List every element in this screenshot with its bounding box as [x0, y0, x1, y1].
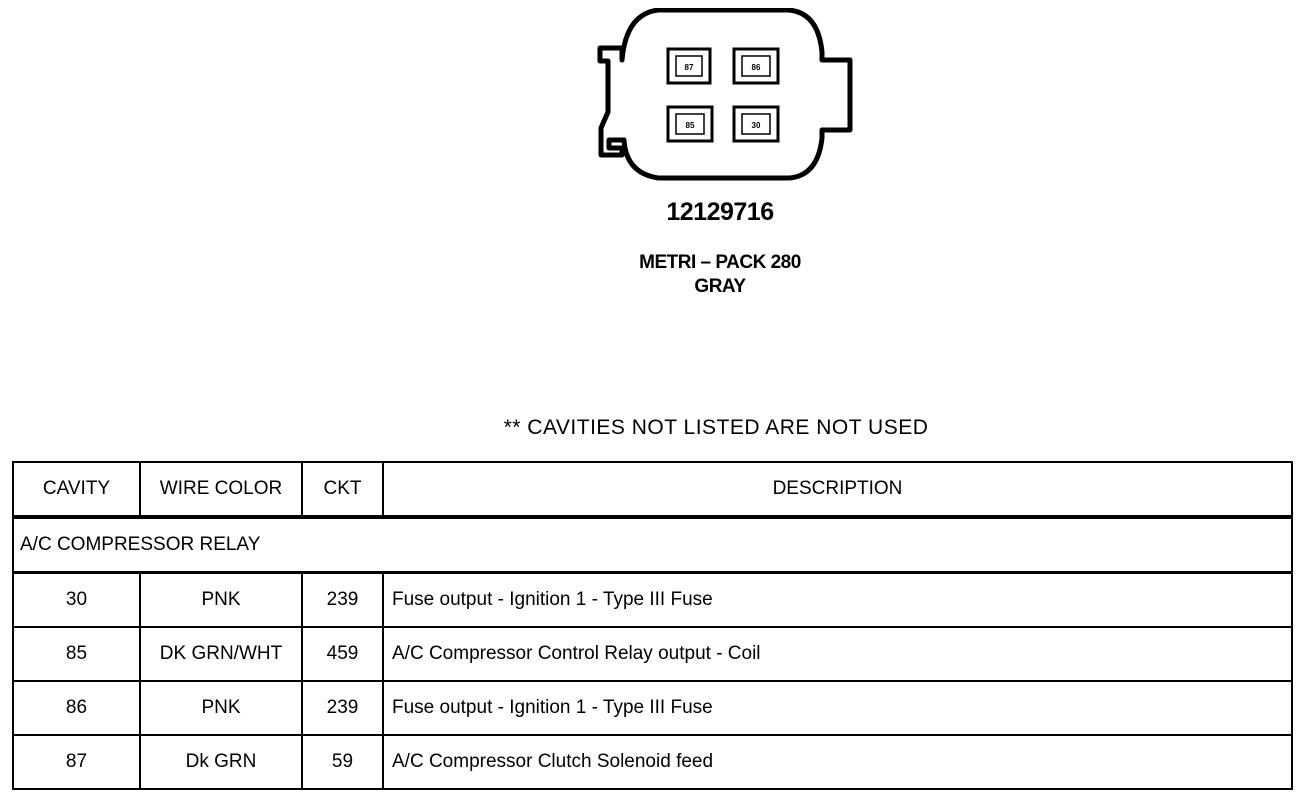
cavity-85-label: 85: [685, 121, 695, 130]
cavity-30: [734, 107, 778, 141]
cell-wire-color: Dk GRN: [140, 735, 302, 789]
cell-ckt: 459: [302, 627, 383, 681]
group-title: A/C COMPRESSOR RELAY: [13, 517, 1292, 573]
header-wire-color: WIRE COLOR: [140, 462, 302, 517]
header-cavity: CAVITY: [13, 462, 140, 517]
header-description: DESCRIPTION: [383, 462, 1292, 517]
connector-series: METRI – PACK 280: [639, 252, 801, 273]
cell-ckt: 59: [302, 735, 383, 789]
cell-cavity: 30: [13, 573, 140, 628]
connector-diagram: [596, 8, 856, 188]
connector-housing-outline: [600, 10, 850, 178]
cell-ckt: 239: [302, 681, 383, 735]
connector-color: GRAY: [694, 276, 746, 297]
table-group-row: [13, 517, 1292, 573]
unused-cavities-note: ** CAVITIES NOT LISTED ARE NOT USED: [503, 416, 929, 439]
cell-description: Fuse output - Ignition 1 - Type III Fuse: [383, 573, 1292, 628]
header-ckt: CKT: [302, 462, 383, 517]
cavity-86: [734, 49, 778, 83]
cavity-86-label: 86: [751, 63, 761, 72]
table-header-row: [13, 462, 1292, 517]
cell-description: A/C Compressor Clutch Solenoid feed: [383, 735, 1292, 789]
table-row: [13, 573, 1292, 628]
cavity-87-label: 87: [684, 63, 694, 72]
cell-wire-color: DK GRN/WHT: [140, 627, 302, 681]
cell-cavity: 86: [13, 681, 140, 735]
pinout-table: [12, 461, 1293, 790]
cell-ckt: 239: [302, 573, 383, 628]
cell-cavity: 85: [13, 627, 140, 681]
table-row: [13, 735, 1292, 789]
cavity-30-label: 30: [751, 121, 761, 130]
cell-wire-color: PNK: [140, 681, 302, 735]
table-row: [13, 627, 1292, 681]
cell-description: A/C Compressor Control Relay output - Coil: [383, 627, 1292, 681]
cavity-87: [668, 49, 710, 83]
cell-cavity: 87: [13, 735, 140, 789]
cell-wire-color: PNK: [140, 573, 302, 628]
connector-part-number: 12129716: [666, 198, 774, 226]
cell-description: Fuse output - Ignition 1 - Type III Fuse: [383, 681, 1292, 735]
table-row: [13, 681, 1292, 735]
cavity-85: [668, 107, 712, 141]
